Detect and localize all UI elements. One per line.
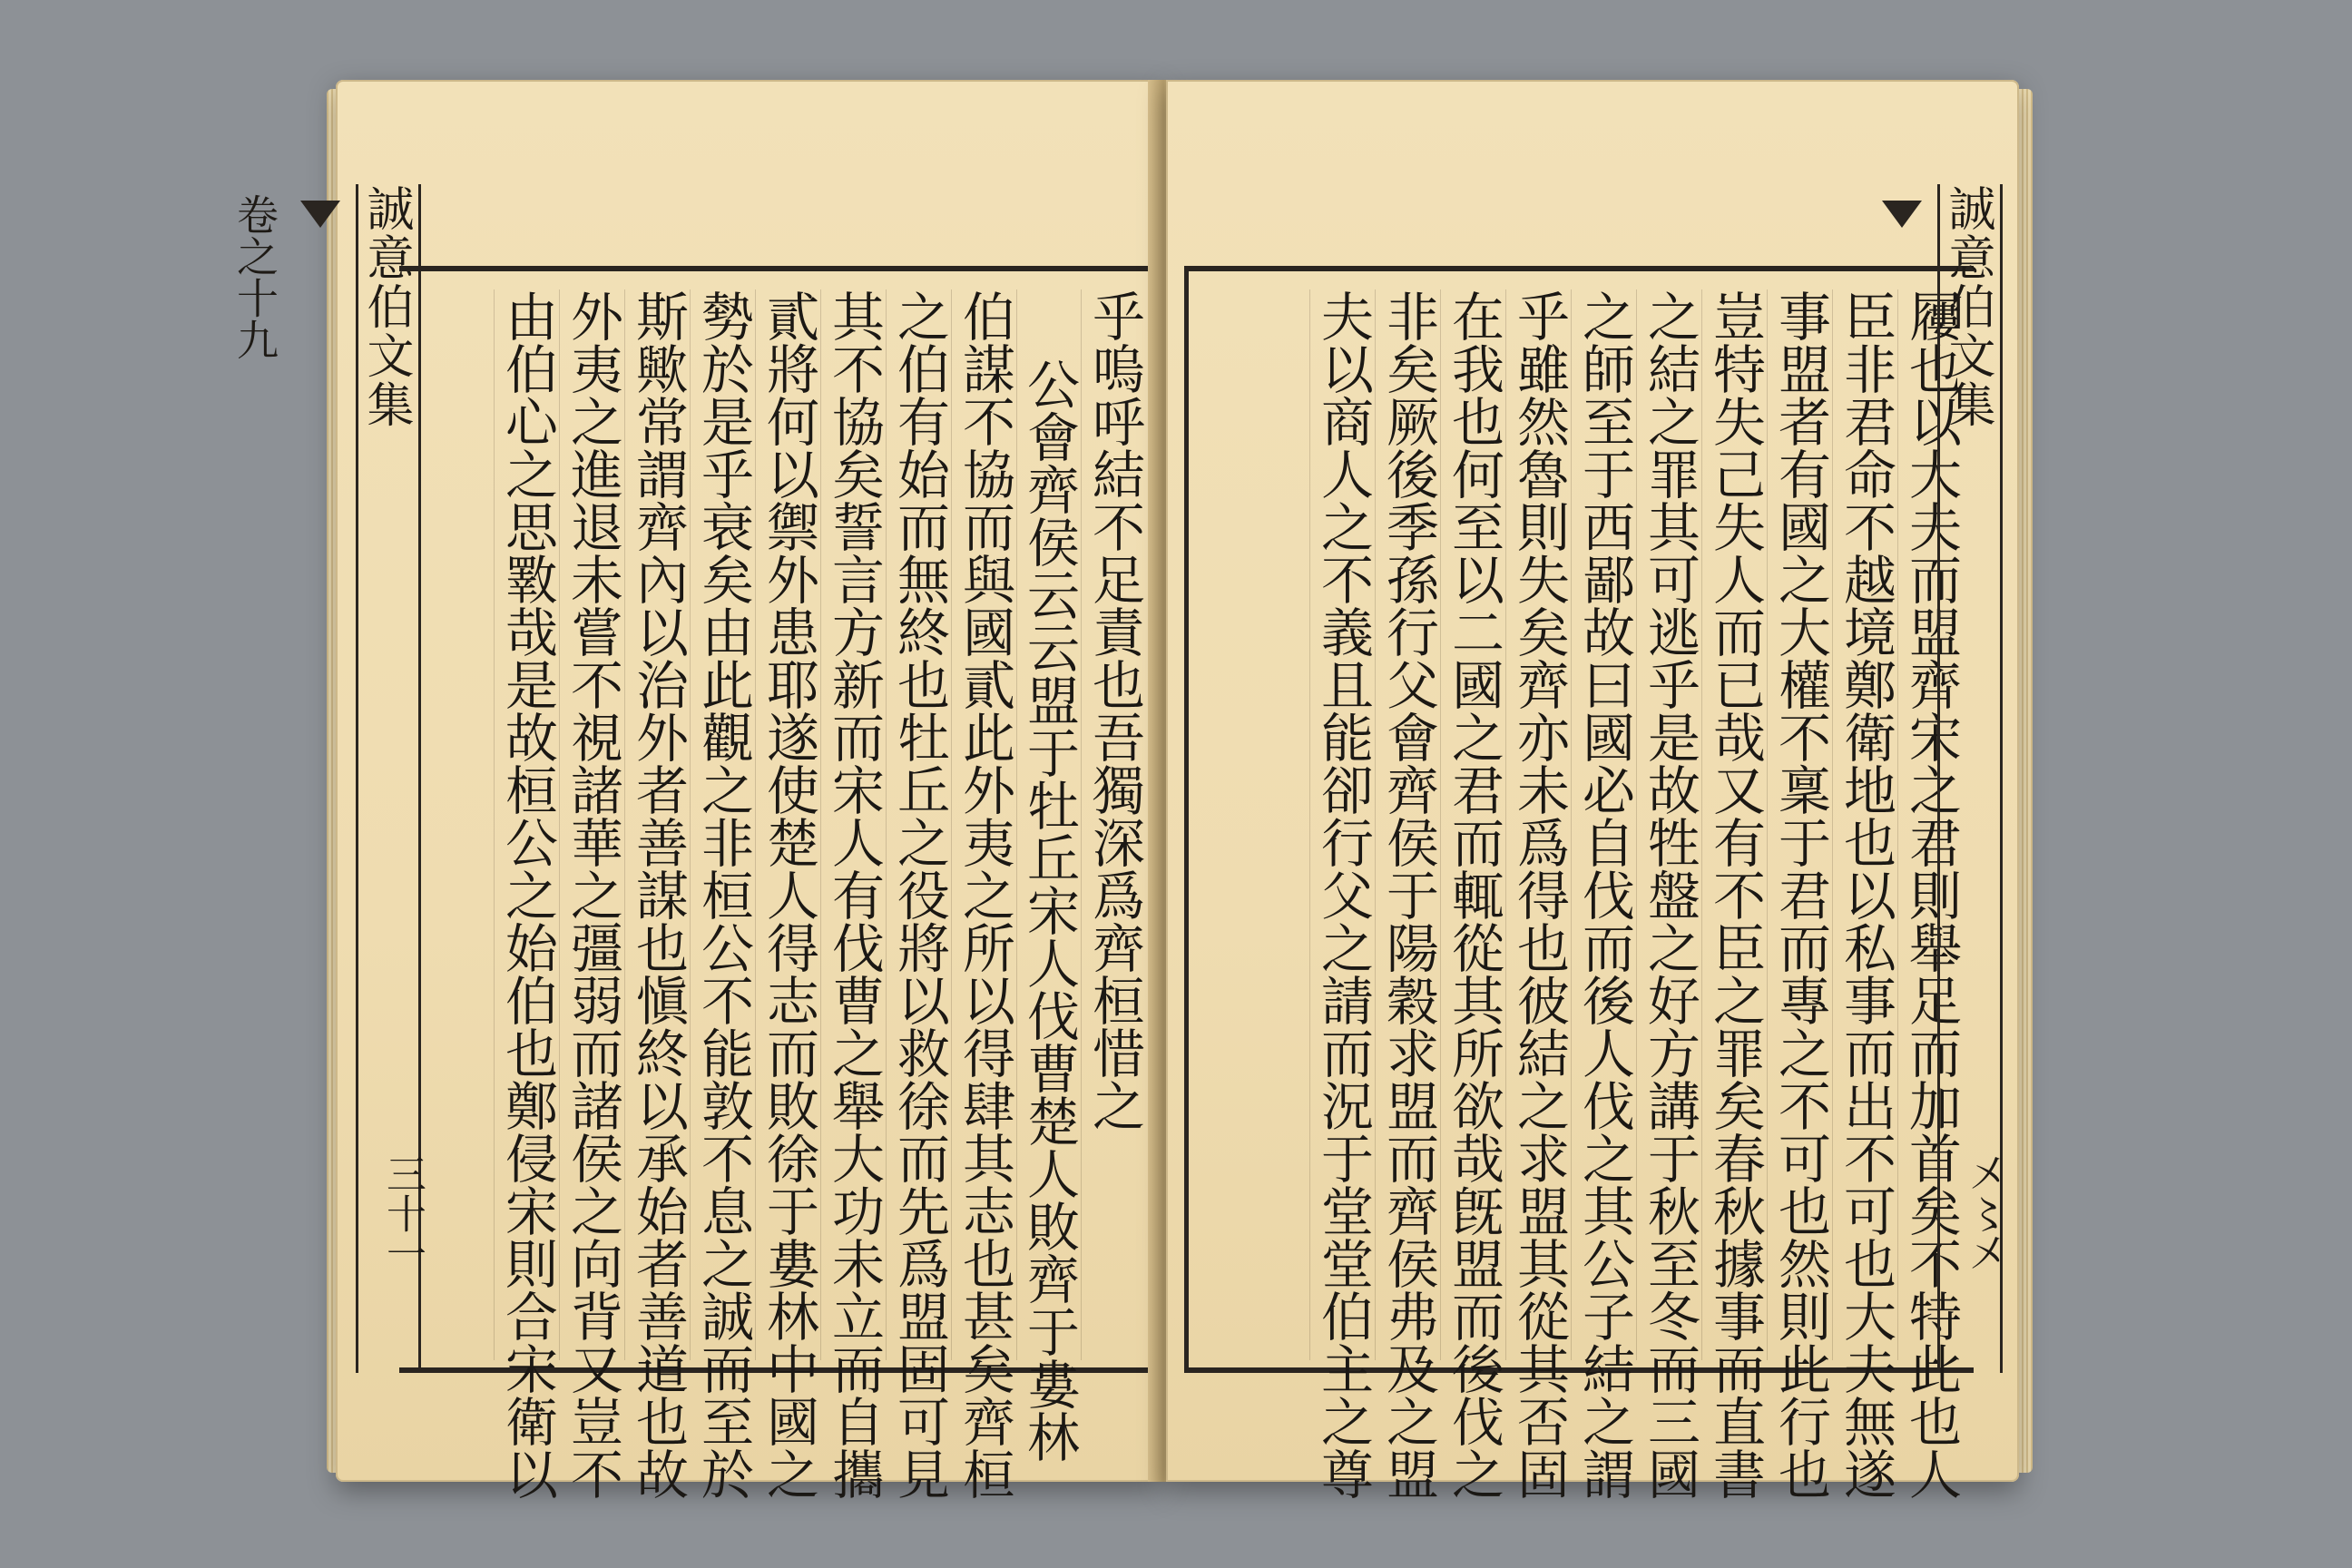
text-column-heading: 公會齊侯云云盟于牡丘宋人伐曹楚人敗齊于婁林 [1016,289,1081,1360]
open-book [230,80,2033,1500]
left-text-columns [496,289,1146,1500]
text-column: 屨也以大夫而盟齊宋之君則舉足而加首矣不特此也人 [1897,289,1963,1360]
fish-tail-mark-icon [1882,201,1922,228]
left-text-frame [399,266,1161,1500]
fish-tail-mark-icon [300,201,340,228]
text-column: 外夷之進退未嘗不視諸華之彊弱而諸侯之向背又豈不 [559,289,624,1360]
right-margin-header [1937,184,2007,1373]
text-column: 貳將何以禦外患耶遂使楚人得志而敗徐于婁林中國之 [755,289,820,1360]
text-column: 斯歟常謂齊內以治外者善謀也愼終以承始者善道也故 [624,289,690,1360]
text-column: 非矣厥後季孫行父會齊侯于陽穀求盟而齊侯弗及之盟 [1375,289,1440,1360]
text-column: 事盟者有國之大權不稟于君而專之不可也然則此行也 [1767,289,1832,1360]
volume-label: 卷之十九 [230,193,279,360]
right-page-mark: 㐅〻㐅 [1961,1153,2007,1273]
text-column: 乎雖然魯則失矣齊亦未爲得也彼結之求盟其從其否固 [1505,289,1571,1360]
left-page [230,80,1161,1500]
left-margin-title: 誠意伯文集 [358,184,413,429]
text-column: 其不協矣誓言方新而宋人有伐曹之舉大功未立而自攜 [820,289,886,1360]
text-column: 之伯有始而無終也牡丘之役將以救徐而先爲盟固可見 [886,289,951,1360]
right-page [1166,80,2019,1500]
text-column: 伯謀不協而與國貳此外夷之所以得肆其志也甚矣齊桓 [951,289,1016,1360]
text-column: 由伯心之思斁哉是故桓公之始伯也鄭侵宋則合宋衛以 [494,289,559,1360]
text-column: 之結之罪其可逃乎是故牲盤之好方講于秋至冬而三國 [1636,289,1701,1360]
text-column: 乎嗚呼結不足責也吾獨深爲齊桓惜之 [1081,289,1146,1360]
left-page-number: 三十一 [379,1153,426,1273]
right-text-columns [1198,289,1963,1500]
text-column: 豈特失己失人而已哉又有不臣之罪矣春秋據事而直書 [1701,289,1767,1360]
right-text-frame [1184,266,1974,1500]
text-column: 勢於是乎衰矣由此觀之非桓公不能敦不息之誠而至於 [690,289,755,1360]
text-column: 夫以商人之不義且能卻行父之請而況于堂堂伯主之尊 [1309,289,1375,1360]
text-column: 之師至于西鄙故曰國必自伐而後人伐之其公子結之謂 [1571,289,1636,1360]
right-margin-title: 誠意伯文集 [1940,184,1994,429]
text-column: 在我也何至以二國之君而輒從其所欲哉旣盟而後伐之 [1440,289,1505,1360]
text-column: 臣非君命不越境鄭衛地也以私事而出不可也大夫無遂 [1832,289,1897,1360]
